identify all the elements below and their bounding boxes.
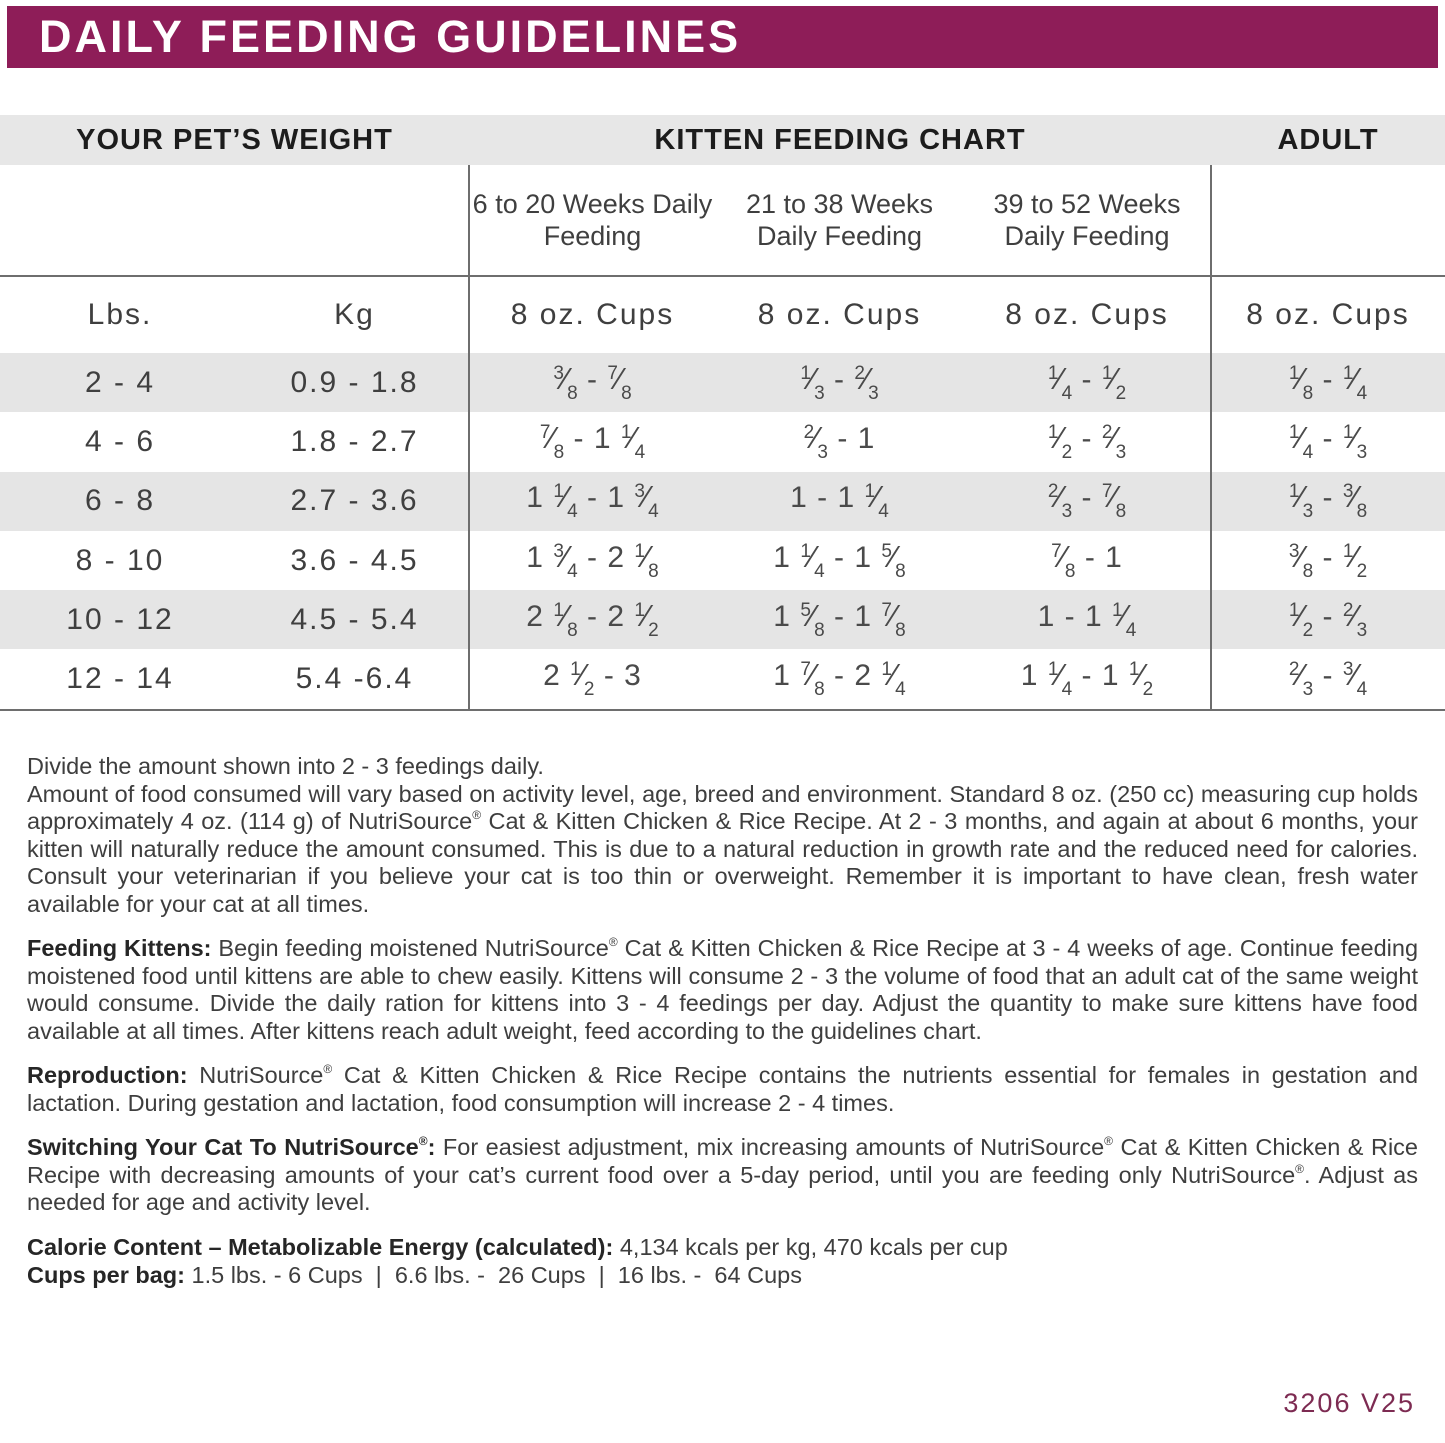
cell-kg: 1.8 - 2.7 bbox=[290, 424, 419, 458]
cell-adult: $^1⁄_8$ - $^1⁄_4$ bbox=[1288, 360, 1368, 404]
week-subtitle: Daily Feeding bbox=[543, 189, 713, 251]
week-range: 39 to 52 Weeks bbox=[993, 189, 1181, 219]
unit-header-row bbox=[0, 277, 1445, 353]
table-row bbox=[0, 590, 1445, 649]
table-divider-vertical-left bbox=[468, 165, 470, 711]
unit-header-cups: 8 oz. Cups bbox=[510, 298, 675, 331]
unit-header-kg: Kg bbox=[334, 298, 375, 331]
week-header-21-38 bbox=[716, 188, 963, 252]
feeding-kittens-body: Begin feeding moistened NutriSource® Cat & Kitten Chicken & Rice Recipe at 3 - 4 weeks of age. Continue feeding moistened food until kittens are able to chew easily. Kittens will consume 2 - 3 the volume of food that an adult cat of the same weight would consume. Divide the daily ration for kittens into 3 - 4 feedings per day. Adjust the quantity to make sure kittens have food available at all times. After kittens reach adult weight, feed according to the guidelines chart. bbox=[27, 935, 1419, 1044]
cell-adult: $^3⁄_8$ - $^1⁄_2$ bbox=[1288, 538, 1368, 582]
feeding-kittens-note bbox=[27, 935, 1418, 1045]
week-subtitle: Daily Feeding bbox=[1004, 221, 1170, 251]
table-divider-vertical-right bbox=[1210, 165, 1212, 711]
cups-per-bag-label: Cups per bag: bbox=[27, 1262, 185, 1288]
cell-weeks-21-38: $^1⁄_3$ - $^2⁄_3$ bbox=[800, 360, 879, 404]
cell-adult: $^1⁄_3$ - $^3⁄_8$ bbox=[1288, 479, 1368, 523]
cell-weeks-21-38: $^2⁄_3 - 1$ bbox=[803, 419, 876, 463]
cell-weeks-21-38: 1 $^7⁄_8 - 2$ $^1⁄_4$ bbox=[773, 657, 906, 701]
cell-weeks-6-20: $^7⁄_8 - 1$ $^1⁄_4$ bbox=[539, 419, 646, 463]
week-header-39-52 bbox=[963, 188, 1211, 252]
intro-body: Amount of food consumed will vary based on activity level, age, breed and environment. Standard 8 oz. (250 cc) measuring cup holds approximately 4 oz. (114 g) of NutriSource® Cat & Kitten Chicken & Rice Recipe. At 2 - 3 months, and again at about 6 months, your kitten will naturally reduce the amount consumed. This is due to a natural reduction in growth rate and the reduced need for calories. Consult your veterinarian if you believe your cat is too thin or overweight. Remember it is important to have clean, fresh water available for your cat at all times. bbox=[27, 780, 1418, 917]
week-range: 6 to 20 Weeks bbox=[472, 189, 645, 219]
cell-weeks-39-52: $^1⁄_2$ - $^2⁄_3$ bbox=[1047, 419, 1127, 463]
cell-weeks-21-38: 1 - 1 $^1⁄_4$ bbox=[790, 479, 889, 523]
table-row bbox=[0, 649, 1445, 708]
cell-weeks-6-20: 2 $^1⁄_8 - 2$ $^1⁄_2$ bbox=[526, 597, 659, 641]
cell-weeks-21-38: 1 $^1⁄_4 - 1$ $^5⁄_8$ bbox=[773, 538, 906, 582]
calorie-content-label: Calorie Content – Metabolizable Energy (calculated): bbox=[27, 1233, 614, 1260]
cups-per-bag-body: 1.5 lbs. - 6 Cups | 6.6 lbs. - 26 Cups | 16 lbs. - 64 Cups bbox=[191, 1262, 802, 1288]
table-divider-bottom bbox=[0, 709, 1445, 711]
cell-kg: 2.7 - 3.6 bbox=[290, 484, 419, 518]
cell-kg: 0.9 - 1.8 bbox=[290, 365, 419, 399]
week-range: 21 to 38 Weeks bbox=[745, 189, 934, 219]
cell-weeks-6-20: $^3⁄_8$ - $^7⁄_8$ bbox=[553, 360, 632, 404]
cell-weeks-39-52: $^7⁄_8 - 1$ bbox=[1051, 538, 1123, 582]
reproduction-note bbox=[27, 1062, 1418, 1117]
cell-weeks-39-52: 1 $^1⁄_4 - 1$ $^1⁄_2$ bbox=[1020, 657, 1154, 701]
title-bar bbox=[7, 6, 1438, 68]
week-header-row bbox=[0, 165, 1445, 275]
calorie-content-body: 4,134 kcals per kg, 470 kcals per cup bbox=[619, 1233, 1008, 1260]
section-header-adult: ADULT bbox=[1277, 123, 1379, 156]
intro-note bbox=[27, 753, 1418, 918]
cell-weeks-39-52: $^1⁄_4$ - $^1⁄_2$ bbox=[1047, 360, 1127, 404]
cell-adult: $^1⁄_2$ - $^2⁄_3$ bbox=[1288, 597, 1368, 641]
cell-adult: $^1⁄_4$ - $^1⁄_3$ bbox=[1288, 419, 1368, 463]
intro-line: Divide the amount shown into 2 - 3 feedings daily. bbox=[27, 753, 544, 779]
switching-note bbox=[27, 1134, 1418, 1217]
calorie-content-note bbox=[27, 1234, 1418, 1262]
table-body bbox=[0, 353, 1445, 709]
cell-adult: $^2⁄_3$ - $^3⁄_4$ bbox=[1288, 657, 1368, 701]
cell-weeks-21-38: 1 $^5⁄_8 - 1$ $^7⁄_8$ bbox=[773, 597, 906, 641]
switching-label: Switching Your Cat To NutriSource®: bbox=[27, 1134, 436, 1160]
unit-header-cups: 8 oz. Cups bbox=[1246, 298, 1410, 331]
cell-weeks-39-52: $^2⁄_3$ - $^7⁄_8$ bbox=[1047, 479, 1127, 523]
switching-body: For easiest adjustment, mix increasing amounts of NutriSource® Cat & Kitten Chicken & Rice Recipe with decreasing amounts of your cat’s current food over a 5-day period, until you are feeding only NutriSource®. Adjust as needed for age and activity level. bbox=[27, 1134, 1418, 1215]
reproduction-label: Reproduction: bbox=[27, 1062, 188, 1088]
feeding-table bbox=[0, 115, 1445, 711]
footer-version-code: 3206 V25 bbox=[1283, 1388, 1415, 1418]
cell-lbs: 2 - 4 bbox=[84, 365, 156, 399]
cups-per-bag-note bbox=[27, 1262, 1418, 1290]
cell-lbs: 8 - 10 bbox=[75, 543, 165, 577]
feeding-kittens-label: Feeding Kittens: bbox=[27, 935, 212, 961]
unit-header-lbs: Lbs. bbox=[87, 298, 153, 331]
section-header-weight: YOUR PET’S WEIGHT bbox=[76, 123, 393, 156]
section-header-kitten: KITTEN FEEDING CHART bbox=[654, 123, 1026, 156]
cell-lbs: 12 - 14 bbox=[66, 662, 174, 696]
page-title: DAILY FEEDING GUIDELINES bbox=[39, 11, 742, 62]
cell-weeks-6-20: 1 $^3⁄_4 - 2$ $^1⁄_8$ bbox=[526, 538, 659, 582]
table-row bbox=[0, 531, 1445, 590]
notes-section bbox=[27, 753, 1418, 1291]
week-header-6-20 bbox=[469, 188, 716, 252]
table-row bbox=[0, 412, 1445, 471]
cell-kg: 3.6 - 4.5 bbox=[290, 543, 419, 577]
cell-lbs: 10 - 12 bbox=[66, 602, 174, 636]
cell-kg: 5.4 -6.4 bbox=[295, 662, 414, 696]
table-row bbox=[0, 353, 1445, 412]
reproduction-body: NutriSource® Cat & Kitten Chicken & Rice Recipe contains the nutrients essential for females in gestation and lactation. During gestation and lactation, food consumption will increase 2 - 4 times. bbox=[27, 1062, 1419, 1116]
unit-header-cups: 8 oz. Cups bbox=[1005, 298, 1169, 331]
cell-weeks-6-20: 2 $^1⁄_2 - 3$ bbox=[543, 657, 642, 701]
cell-kg: 4.5 - 5.4 bbox=[290, 602, 419, 636]
week-subtitle: Daily Feeding bbox=[756, 221, 923, 251]
cell-lbs: 6 - 8 bbox=[84, 484, 156, 518]
cell-weeks-6-20: 1 $^1⁄_4 - 1$ $^3⁄_4$ bbox=[526, 479, 659, 523]
unit-header-cups: 8 oz. Cups bbox=[757, 298, 922, 331]
cell-lbs: 4 - 6 bbox=[84, 424, 156, 458]
table-row bbox=[0, 472, 1445, 531]
cell-weeks-39-52: 1 - 1 $^1⁄_4$ bbox=[1037, 597, 1137, 641]
table-section-header-row bbox=[0, 115, 1445, 165]
